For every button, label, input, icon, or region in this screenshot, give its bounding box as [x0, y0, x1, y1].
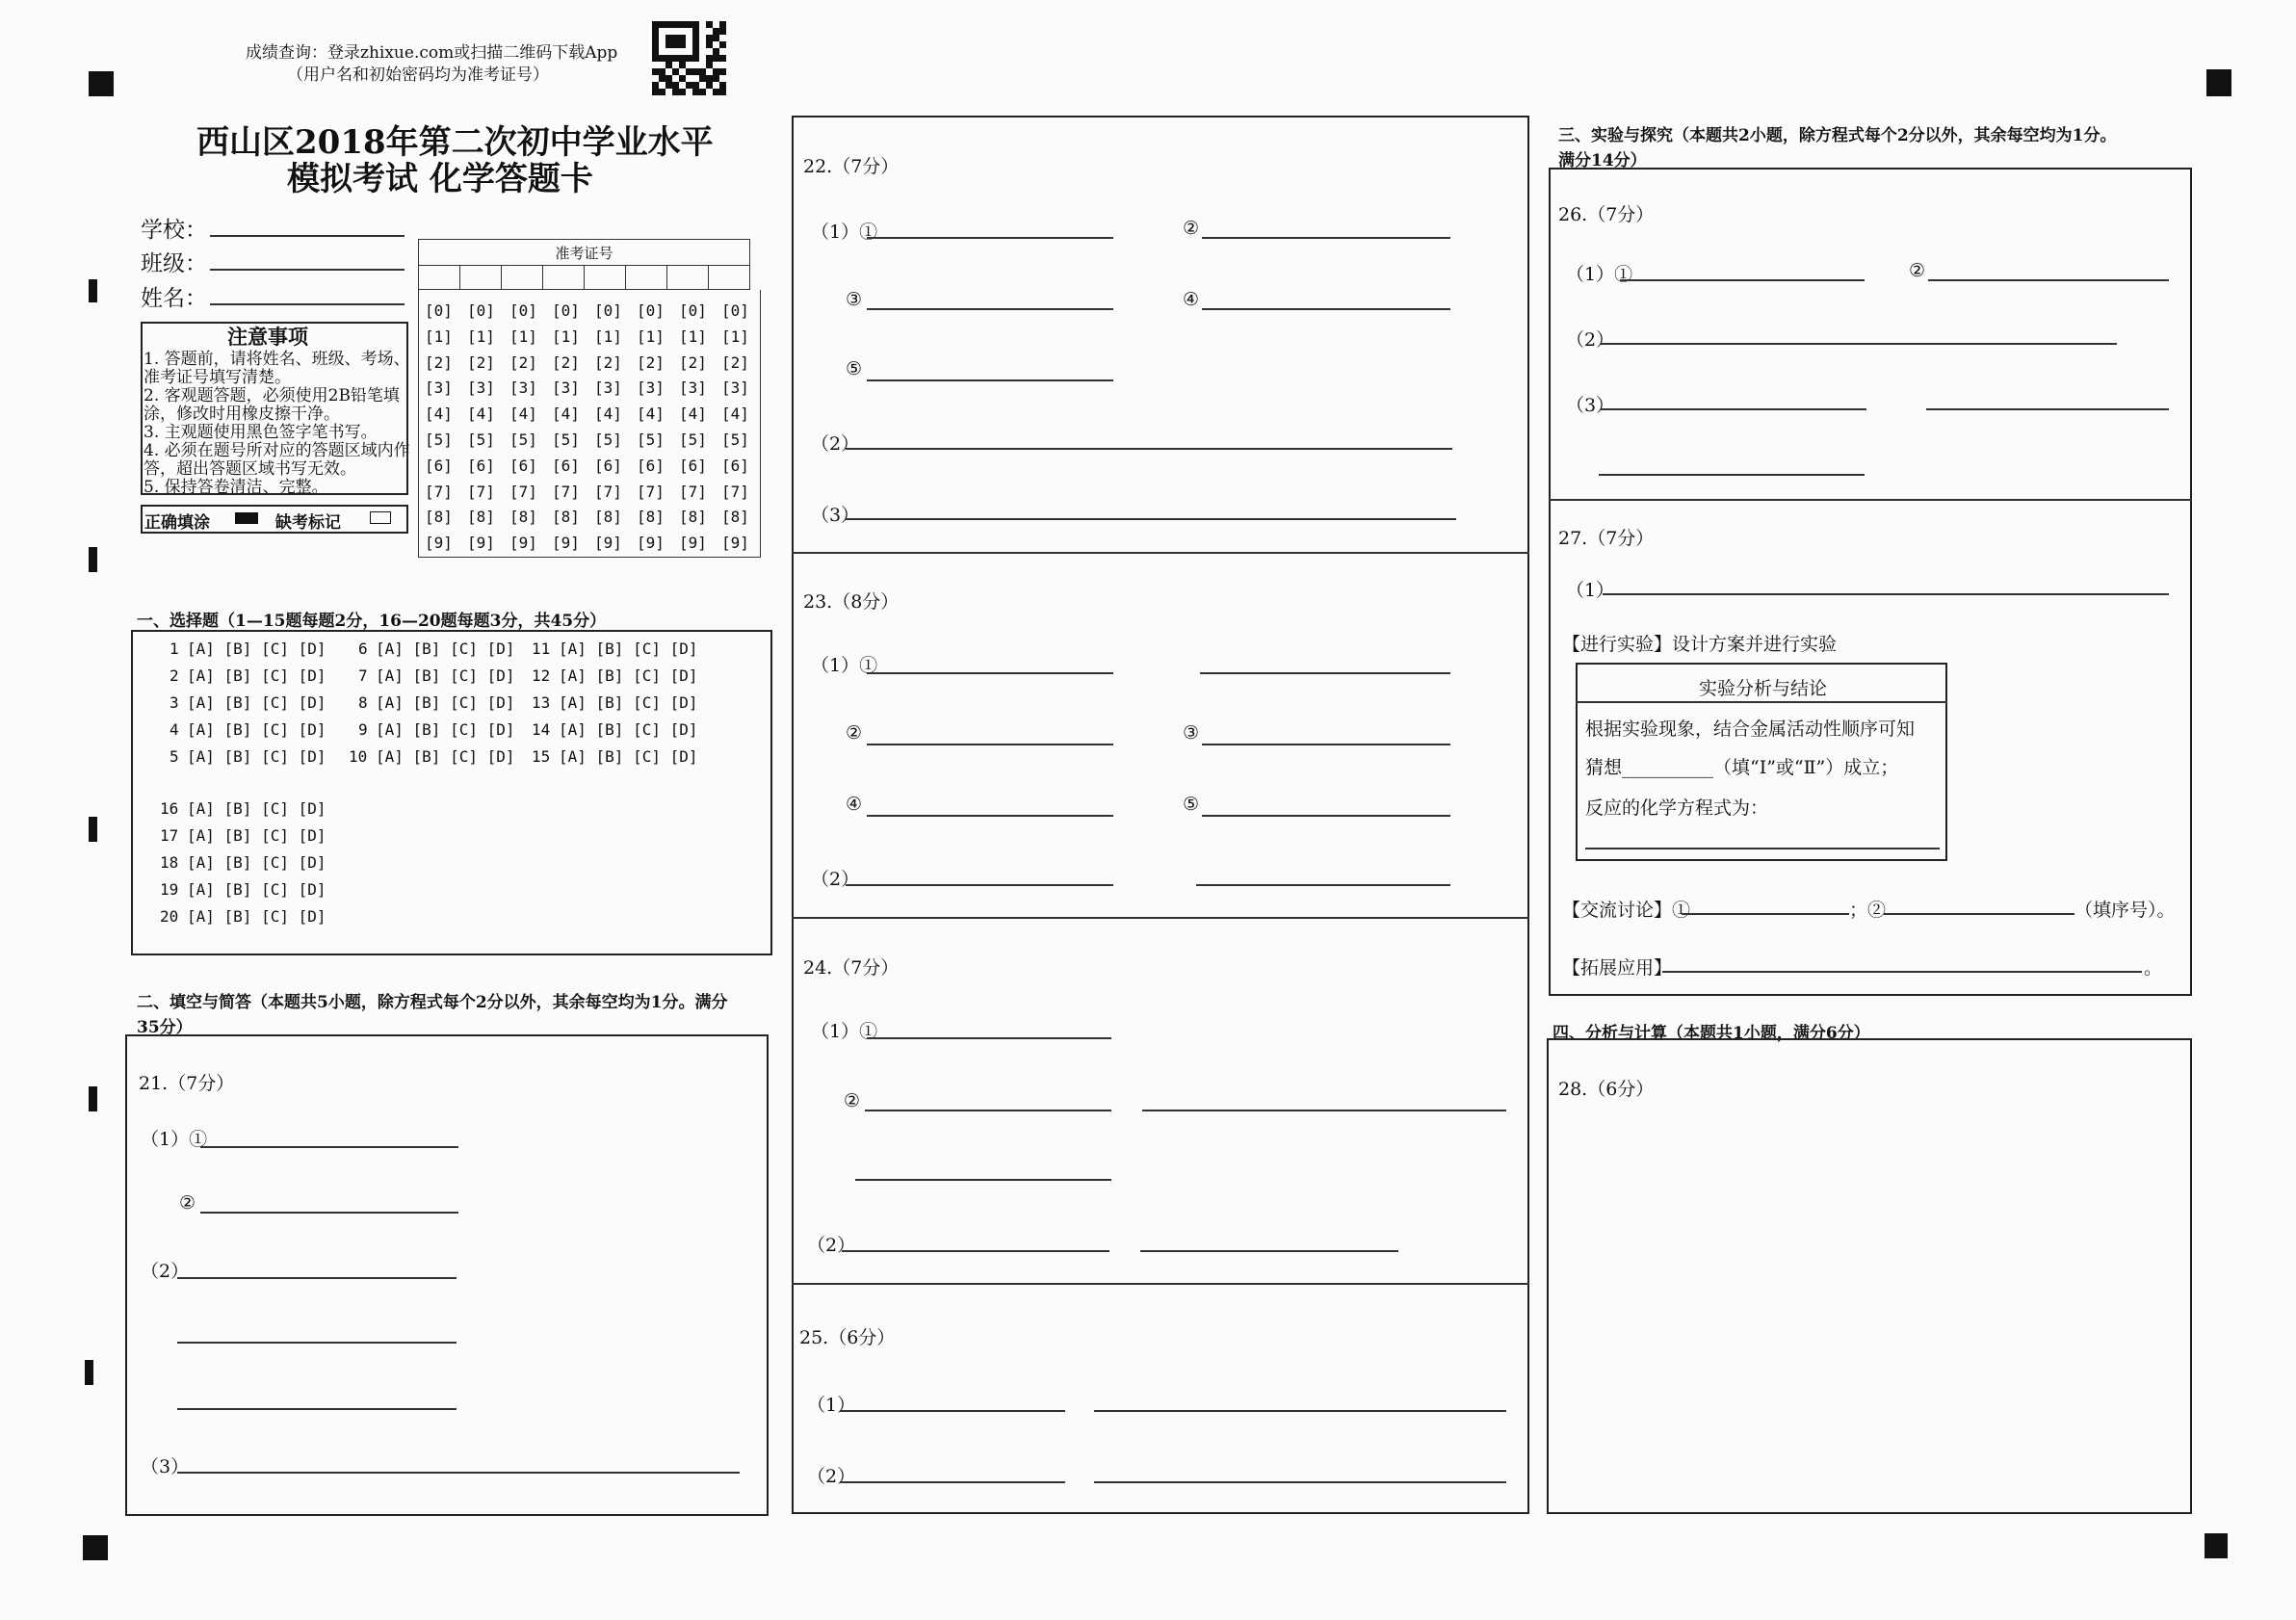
exam-id-bubble[interactable]: [7]: [467, 482, 495, 501]
exam-id-bubble[interactable]: [2]: [594, 353, 622, 372]
q24-answer-2-1[interactable]: [842, 1250, 1109, 1252]
q27-title: 27.（7分）: [1558, 528, 1655, 549]
q28-title: 28.（6分）: [1558, 1079, 1655, 1100]
section4-heading: 四、分析与计算（本题共1小题，满分6分）: [1552, 1024, 1870, 1043]
exam-id-bubble[interactable]: [5]: [467, 431, 495, 449]
exam-id-bubble[interactable]: [3]: [509, 379, 537, 398]
q25-answer-2-1[interactable]: [840, 1481, 1065, 1483]
absent-mark-label: 缺考标记: [275, 513, 341, 533]
q27-discussion-answer-2[interactable]: [1884, 913, 2074, 915]
mc-question-number: 3: [170, 693, 179, 712]
exam-id-cell[interactable]: [502, 266, 543, 290]
exam-id-bubble[interactable]: [0]: [509, 301, 537, 320]
q27-extension-end: 。: [2144, 957, 2163, 979]
q25-answer-2-2[interactable]: [1094, 1481, 1506, 1483]
section2-heading: 二、填空与简答（本题共5小题，除方程式每个2分以外，其余每空均为1分。满分: [137, 993, 728, 1012]
q27-table-line-1: 根据实验现象，结合金属活动性顺序可知: [1585, 719, 1916, 740]
q27-experiment-label: 【进行实验】设计方案并进行实验: [1562, 634, 1838, 655]
q23-answer-2-1[interactable]: [846, 884, 1113, 886]
exam-id-bubble[interactable]: [3]: [552, 379, 580, 398]
exam-id-bubble[interactable]: [7]: [637, 482, 665, 501]
exam-id-grid: [418, 239, 761, 558]
mc-question-number: 16: [160, 799, 179, 818]
q23-circle-4: ④: [846, 794, 863, 815]
exam-id-bubble[interactable]: [8]: [552, 508, 580, 527]
q22-title: 22.（7分）: [803, 156, 900, 177]
notice-line: 1. 答题前，请将姓名、班级、考场、: [144, 350, 410, 369]
mc-answer-options[interactable]: [A] [B] [C] [D]: [187, 799, 326, 818]
exam-id-bubble[interactable]: [7]: [721, 482, 749, 501]
name-label: 姓名：: [141, 286, 207, 311]
q27-extension-answer[interactable]: [1662, 971, 2142, 973]
exam-id-bubble[interactable]: [5]: [425, 431, 453, 449]
q24-answer-1-2[interactable]: [865, 1110, 1111, 1111]
q27-part1: （1）: [1566, 580, 1615, 601]
q27-discussion-separator: ；②: [1849, 900, 1887, 921]
q21-answer-2-2[interactable]: [177, 1342, 457, 1344]
exam-id-bubbles: [418, 290, 761, 558]
mc-grid: [131, 630, 772, 955]
exam-id-bubble[interactable]: [8]: [679, 508, 707, 527]
exam-id-bubble[interactable]: [6]: [552, 456, 580, 475]
notice-line: 答，超出答题区域书写无效。: [144, 459, 356, 479]
q22-answer-1-2[interactable]: [1202, 237, 1450, 239]
notice-line: 涂，修改时用橡皮擦干净。: [144, 405, 340, 424]
mc-answer-options[interactable]: [A] [B] [C] [D]: [559, 747, 698, 766]
q23-answer-1-4[interactable]: [867, 815, 1113, 817]
q28-box[interactable]: [1547, 1038, 2192, 1514]
q22-circle-3: ③: [846, 289, 863, 310]
exam-id-bubble[interactable]: [3]: [679, 379, 707, 398]
q21-box: [125, 1034, 769, 1516]
exam-id-bubble[interactable]: [8]: [721, 508, 749, 527]
q27-extension-label: 【拓展应用】: [1562, 957, 1673, 979]
mc-answer-options[interactable]: [A] [B] [C] [D]: [376, 720, 515, 739]
q22-part3: （3）: [811, 505, 860, 526]
q22-answer-1-5[interactable]: [867, 379, 1113, 381]
mc-answer-options[interactable]: [A] [B] [C] [D]: [187, 907, 326, 926]
mc-answer-options[interactable]: [A] [B] [C] [D]: [187, 880, 326, 899]
correct-fill-sample: [235, 512, 258, 524]
mc-question-number: 6: [358, 640, 368, 658]
q21-answer-1-2[interactable]: [200, 1212, 458, 1214]
q26-q27-box: [1549, 168, 2192, 996]
q21-answer-2-1[interactable]: [177, 1277, 457, 1279]
q23-answer-1-1b[interactable]: [1200, 672, 1450, 674]
qr-code[interactable]: [652, 21, 726, 95]
mc-answer-options[interactable]: [A] [B] [C] [D]: [187, 853, 326, 872]
exam-id-bubble[interactable]: [8]: [637, 508, 665, 527]
exam-id-bubble[interactable]: [8]: [467, 508, 495, 527]
mc-answer-options[interactable]: [A] [B] [C] [D]: [187, 666, 326, 685]
exam-id-cell[interactable]: [709, 266, 750, 290]
exam-id-bubble[interactable]: [4]: [425, 405, 453, 424]
exam-id-bubble[interactable]: [7]: [594, 482, 622, 501]
exam-id-bubble[interactable]: [4]: [637, 405, 665, 424]
mc-answer-options[interactable]: [A] [B] [C] [D]: [187, 747, 326, 766]
q23-answer-1-5[interactable]: [1202, 815, 1450, 817]
q25-part1: （1）: [807, 1395, 856, 1416]
notice-line: 3. 主观题使用黑色签字笔书写。: [144, 423, 378, 442]
q24-answer-1-1[interactable]: [867, 1037, 1111, 1039]
correct-fill-label: 正确填涂: [144, 513, 210, 533]
mc-answer-options[interactable]: [A] [B] [C] [D]: [187, 720, 326, 739]
q27-discussion-label: 【交流讨论】①: [1562, 900, 1691, 921]
notice-line: 2. 客观题答题，必须使用2B铅笔填: [144, 386, 400, 405]
exam-id-bubble[interactable]: [7]: [679, 482, 707, 501]
mc-question-number: 1: [170, 640, 179, 658]
q26-answer-1-1[interactable]: [1620, 279, 1865, 281]
q27-equation-answer[interactable]: [1585, 848, 1940, 849]
mc-question-number: 15: [532, 747, 551, 766]
q22-part2: （2）: [811, 433, 860, 455]
mc-answer-options[interactable]: [A] [B] [C] [D]: [187, 826, 326, 845]
exam-id-bubble[interactable]: [9]: [679, 534, 707, 553]
q27-discussion-answer-1[interactable]: [1682, 913, 1849, 915]
q21-part1: （1）①: [141, 1129, 208, 1150]
q22-answer-3[interactable]: [846, 518, 1456, 520]
exam-id-bubble[interactable]: [6]: [594, 456, 622, 475]
mc-answer-options[interactable]: [A] [B] [C] [D]: [376, 747, 515, 766]
registration-mark-bottom-right: [2205, 1533, 2228, 1558]
section3-heading: 三、实验与探究（本题共2小题，除方程式每个2分以外，其余每空均为1分。: [1558, 126, 2117, 145]
q26-part3: （3）: [1566, 395, 1615, 416]
exam-id-bubble[interactable]: [8]: [509, 508, 537, 527]
q21-part3: （3）: [141, 1456, 190, 1477]
exam-id-bubble[interactable]: [6]: [425, 456, 453, 475]
mc-answer-options[interactable]: [A] [B] [C] [D]: [559, 693, 698, 712]
q26-circle-2: ②: [1909, 260, 1926, 281]
q26-answer-3-1[interactable]: [1601, 408, 1866, 410]
q27-discussion-end: （填序号）。: [2074, 900, 2176, 921]
mc-answer-options[interactable]: [A] [B] [C] [D]: [187, 640, 326, 658]
exam-id-bubble[interactable]: [1]: [509, 327, 537, 346]
q23-circle-2: ②: [846, 722, 863, 744]
exam-id-bubble[interactable]: [6]: [679, 456, 707, 475]
exam-id-bubble[interactable]: [0]: [552, 301, 580, 320]
timing-mark: [89, 1086, 97, 1111]
mc-question-number: 2: [170, 666, 179, 685]
q23-circle-3: ③: [1183, 722, 1200, 744]
exam-id-bubble[interactable]: [5]: [637, 431, 665, 449]
q26-title: 26.（7分）: [1558, 204, 1655, 225]
mc-question-number: 7: [358, 666, 368, 685]
q26-answer-1-2[interactable]: [1928, 279, 2169, 281]
q25-answer-1-1[interactable]: [840, 1410, 1065, 1412]
exam-id-cell[interactable]: [419, 266, 460, 290]
mc-question-number: 18: [160, 853, 179, 872]
q26-answer-3-3[interactable]: [1599, 474, 1865, 476]
q27-table-title: 实验分析与结论: [1699, 678, 1828, 699]
mc-question-number: 20: [160, 907, 179, 926]
exam-id-bubble[interactable]: [7]: [425, 482, 453, 501]
q27-answer-1[interactable]: [1603, 593, 2169, 595]
exam-id-bubble[interactable]: [5]: [509, 431, 537, 449]
q25-title: 25.（6分）: [799, 1327, 896, 1348]
divider-q26-q27: [1549, 499, 2192, 501]
exam-id-bubble[interactable]: [5]: [594, 431, 622, 449]
q23-answer-1-1[interactable]: [867, 672, 1113, 674]
q26-answer-3-2[interactable]: [1926, 408, 2169, 410]
exam-id-bubble[interactable]: [1]: [425, 327, 453, 346]
q22-answer-1-1[interactable]: [867, 237, 1113, 239]
exam-id-bubble[interactable]: [3]: [637, 379, 665, 398]
q24-answer-1-3[interactable]: [1142, 1110, 1506, 1111]
exam-id-cell[interactable]: [460, 266, 502, 290]
exam-id-bubble[interactable]: [2]: [425, 353, 453, 372]
q26-part2: （2）: [1566, 329, 1615, 351]
exam-id-cell[interactable]: [543, 266, 585, 290]
mc-answer-options[interactable]: [A] [B] [C] [D]: [187, 693, 326, 712]
mc-question-number: 4: [170, 720, 179, 739]
q21-circle-2: ②: [179, 1192, 196, 1214]
section3-heading-cont: 满分14分）: [1558, 151, 1647, 170]
score-query-text: 成绩查询：登录zhixue.com或扫描二维码下载App: [246, 43, 618, 63]
q23-answer-1-3[interactable]: [1202, 744, 1450, 745]
exam-id-bubble[interactable]: [8]: [594, 508, 622, 527]
exam-id-bubble[interactable]: [5]: [552, 431, 580, 449]
timing-mark: [89, 547, 97, 572]
timing-mark: [89, 279, 97, 302]
exam-id-bubble[interactable]: [5]: [679, 431, 707, 449]
mc-question-number: 11: [532, 640, 551, 658]
exam-id-bubble[interactable]: [4]: [679, 405, 707, 424]
mc-question-number: 14: [532, 720, 551, 739]
exam-id-bubble[interactable]: [4]: [509, 405, 537, 424]
q22-circle-5: ⑤: [846, 358, 863, 379]
exam-id-cell[interactable]: [585, 266, 626, 290]
q21-answer-3[interactable]: [177, 1472, 740, 1474]
exam-id-bubble[interactable]: [9]: [425, 534, 453, 553]
mc-answer-options[interactable]: [A] [B] [C] [D]: [376, 666, 515, 685]
q23-part1: （1）①: [811, 655, 878, 676]
mc-question-number: 8: [358, 693, 368, 712]
exam-id-bubble[interactable]: [9]: [594, 534, 622, 553]
school-field[interactable]: [210, 235, 404, 237]
divider-q22-q23: [792, 552, 1529, 554]
divider-q24-q25: [792, 1283, 1529, 1285]
divider-q23-q24: [792, 917, 1529, 919]
class-field[interactable]: [210, 269, 404, 271]
exam-id-bubble[interactable]: [2]: [509, 353, 537, 372]
exam-id-cell[interactable]: [667, 266, 709, 290]
q23-part2: （2）: [811, 869, 860, 890]
exam-id-bubble[interactable]: [9]: [721, 534, 749, 553]
exam-id-bubble[interactable]: [0]: [425, 301, 453, 320]
timing-mark: [89, 817, 97, 842]
timing-mark: [85, 1360, 93, 1385]
mc-question-number: 17: [160, 826, 179, 845]
notice-line: 准考证号填写清楚。: [144, 368, 291, 387]
exam-id-bubble[interactable]: [2]: [552, 353, 580, 372]
exam-id-cell[interactable]: [626, 266, 667, 290]
q22-part1: （1）①: [811, 222, 878, 243]
exam-id-bubble[interactable]: [7]: [509, 482, 537, 501]
q22-answer-1-4[interactable]: [1202, 308, 1450, 310]
q22-circle-4: ④: [1183, 289, 1200, 310]
q25-part2: （2）: [807, 1466, 856, 1487]
q27-table-line-3: 反应的化学方程式为：: [1585, 797, 1769, 819]
exam-id-bubble[interactable]: [1]: [594, 327, 622, 346]
exam-id-label: 准考证号: [419, 240, 750, 266]
exam-id-bubble[interactable]: [4]: [467, 405, 495, 424]
exam-id-bubble[interactable]: [6]: [509, 456, 537, 475]
exam-id-bubble[interactable]: [2]: [467, 353, 495, 372]
q27-table-header-divider: [1576, 701, 1947, 703]
q21-title: 21.（7分）: [139, 1073, 235, 1094]
exam-id-bubble[interactable]: [1]: [467, 327, 495, 346]
q24-part1: （1）①: [811, 1021, 878, 1042]
exam-id-bubble[interactable]: [4]: [594, 405, 622, 424]
notice-line: 5. 保持答卷清洁、完整。: [144, 478, 328, 497]
notice-title: 注意事项: [227, 325, 308, 349]
section2-heading-cont: 35分）: [137, 1018, 193, 1037]
exam-id-bubble[interactable]: [0]: [594, 301, 622, 320]
exam-id-bubble[interactable]: [4]: [721, 405, 749, 424]
exam-id-bubble[interactable]: [0]: [467, 301, 495, 320]
exam-id-bubble[interactable]: [6]: [637, 456, 665, 475]
exam-id-bubble[interactable]: [9]: [637, 534, 665, 553]
mc-question-number: 13: [532, 693, 551, 712]
registration-mark-top-left: [89, 71, 114, 96]
exam-id-bubble[interactable]: [5]: [721, 431, 749, 449]
exam-id-bubble[interactable]: [9]: [509, 534, 537, 553]
exam-id-bubble[interactable]: [3]: [594, 379, 622, 398]
exam-id-bubble[interactable]: [9]: [552, 534, 580, 553]
exam-id-bubble[interactable]: [8]: [425, 508, 453, 527]
mc-question-number: 19: [160, 880, 179, 899]
class-label: 班级：: [141, 251, 207, 276]
exam-id-bubble[interactable]: [4]: [552, 405, 580, 424]
exam-id-bubble[interactable]: [3]: [721, 379, 749, 398]
registration-mark-top-right: [2206, 69, 2231, 96]
q24-part2: （2）: [807, 1235, 856, 1256]
registration-mark-bottom-left: [83, 1535, 108, 1560]
absent-mark-checkbox[interactable]: [370, 511, 391, 524]
title-line-2: 模拟考试 化学答题卡: [287, 160, 593, 198]
exam-id-bubble[interactable]: [1]: [721, 327, 749, 346]
name-field[interactable]: [210, 303, 404, 305]
q22-answer-1-3[interactable]: [867, 308, 1113, 310]
q23-circle-5: ⑤: [1183, 794, 1200, 815]
exam-id-bubble[interactable]: [1]: [679, 327, 707, 346]
mc-question-number: 10: [349, 747, 368, 766]
q22-circle-2: ②: [1183, 218, 1200, 239]
q26-answer-2[interactable]: [1601, 343, 2117, 345]
q24-circle-2: ②: [844, 1090, 861, 1111]
exam-id-bubble[interactable]: [1]: [552, 327, 580, 346]
mc-question-number: 12: [532, 666, 551, 685]
school-label: 学校：: [141, 218, 207, 243]
q26-part1: （1）①: [1566, 264, 1633, 285]
exam-id-bubble[interactable]: [6]: [467, 456, 495, 475]
q27-table-line-2[interactable]: 猜想__________（填“Ⅰ”或“Ⅱ”）成立；: [1585, 757, 1899, 778]
mc-question-number: 5: [170, 747, 179, 766]
exam-id-bubble[interactable]: [0]: [721, 301, 749, 320]
q24-answer-1-4[interactable]: [855, 1179, 1111, 1181]
exam-id-bubble[interactable]: [2]: [637, 353, 665, 372]
q24-title: 24.（7分）: [803, 957, 900, 979]
q23-answer-1-2[interactable]: [867, 744, 1113, 745]
exam-id-bubble[interactable]: [2]: [679, 353, 707, 372]
login-note-text: （用户名和初始密码均为准考证号）: [287, 65, 549, 85]
notice-line: 4. 必须在题号所对应的答题区域内作: [144, 441, 410, 460]
exam-id-bubble[interactable]: [2]: [721, 353, 749, 372]
section1-heading: 一、选择题（1—15题每题2分，16—20题每题3分，共45分）: [137, 612, 607, 631]
exam-id-bubble[interactable]: [0]: [679, 301, 707, 320]
q21-answer-1-1[interactable]: [200, 1146, 458, 1148]
q23-title: 23.（8分）: [803, 591, 900, 613]
mc-answer-options[interactable]: [A] [B] [C] [D]: [559, 640, 698, 658]
exam-id-bubble[interactable]: [7]: [552, 482, 580, 501]
exam-id-bubble[interactable]: [3]: [467, 379, 495, 398]
q21-answer-2-3[interactable]: [177, 1408, 457, 1410]
exam-id-bubble[interactable]: [0]: [637, 301, 665, 320]
q21-part2: （2）: [141, 1261, 190, 1282]
exam-id-bubble[interactable]: [6]: [721, 456, 749, 475]
mc-answer-options[interactable]: [A] [B] [C] [D]: [376, 693, 515, 712]
mc-answer-options[interactable]: [A] [B] [C] [D]: [376, 640, 515, 658]
exam-id-bubble[interactable]: [9]: [467, 534, 495, 553]
mc-answer-options[interactable]: [A] [B] [C] [D]: [559, 666, 698, 685]
q25-answer-1-2[interactable]: [1094, 1410, 1506, 1412]
exam-id-bubble[interactable]: [3]: [425, 379, 453, 398]
exam-id-bubble[interactable]: [1]: [637, 327, 665, 346]
q24-answer-2-2[interactable]: [1140, 1250, 1398, 1252]
q23-answer-2-2[interactable]: [1196, 884, 1450, 886]
q22-answer-2[interactable]: [846, 448, 1452, 450]
mc-question-number: 9: [358, 720, 368, 739]
mc-answer-options[interactable]: [A] [B] [C] [D]: [559, 720, 698, 739]
title-line-1: 西山区2018年第二次初中学业水平: [196, 123, 714, 162]
